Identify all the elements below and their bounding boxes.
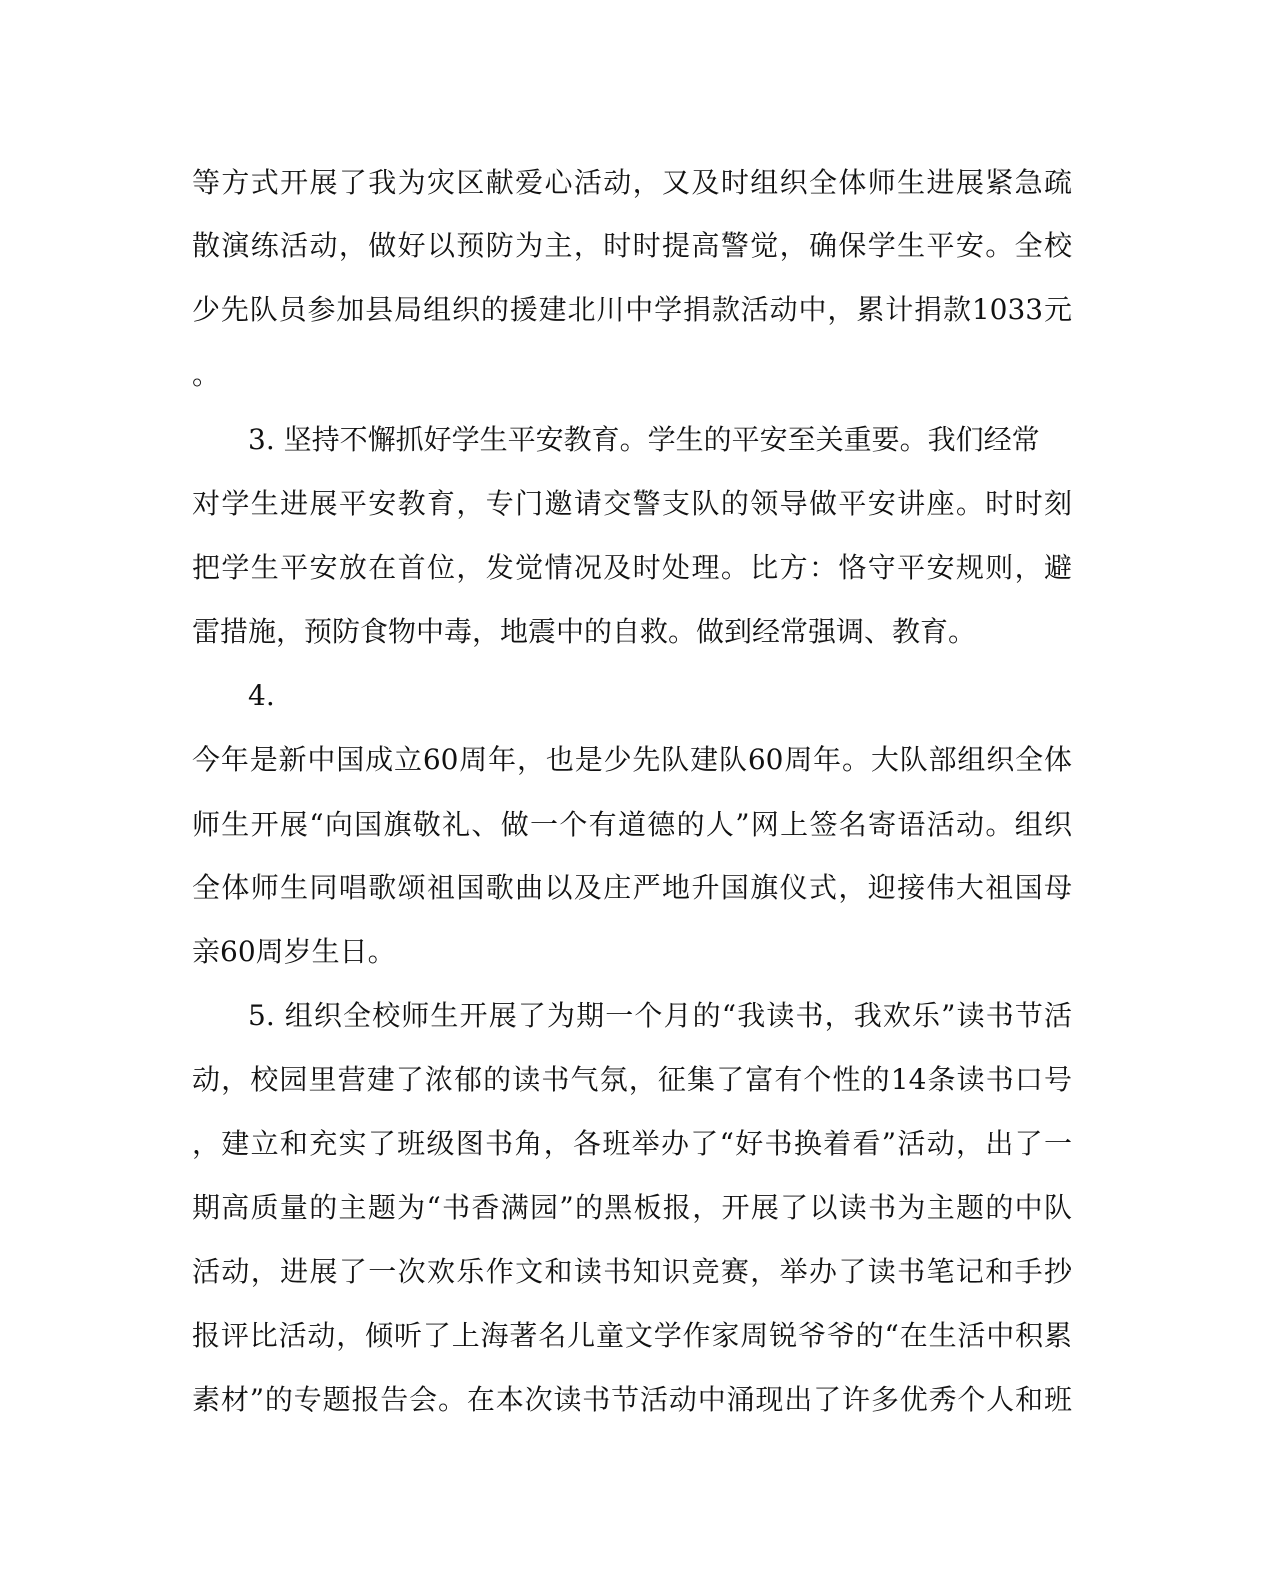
text-line: 全体师生同唱歌颂祖国歌曲以及庄严地升国旗仪式，迎接伟大祖国母 [192, 871, 1072, 904]
text-line: 报评比活动，倾听了上海著名儿童文学作家周锐爷爷的“在生活中积累 [192, 1319, 1072, 1352]
text-line: 散演练活动，做好以预防为主，时时提高警觉，确保学生平安。全校 [192, 229, 1072, 262]
paragraph-start-line: 4. [248, 679, 275, 712]
text-line: 素材”的专题报告会。在本次读书节活动中涌现出了许多优秀个人和班 [192, 1383, 1072, 1416]
text-line: 雷措施，预防食物中毒，地震中的自救。做到经常强调、教育。 [192, 615, 977, 648]
text-line: 少先队员参加县局组织的援建北川中学捐款活动中，累计捐款1033元 [192, 293, 1072, 326]
text-line: 亲60周岁生日。 [192, 935, 396, 968]
paragraph-start-line: 5. 组织全校师生开展了为期一个月的“我读书，我欢乐”读书节活 [248, 999, 1072, 1032]
text-line: 动，校园里营建了浓郁的读书气氛，征集了富有个性的14条读书口号 [192, 1063, 1072, 1096]
text-line: 期高质量的主题为“书香满园”的黑板报，开展了以读书为主题的中队 [192, 1191, 1072, 1224]
text-line: ，建立和充实了班级图书角，各班举办了“好书换着看”活动，出了一 [192, 1127, 1072, 1160]
text-line: 对学生进展平安教育，专门邀请交警支队的领导做平安讲座。时时刻 [192, 487, 1072, 520]
text-line: 。 [192, 358, 221, 391]
text-line: 等方式开展了我为灾区献爱心活动，又及时组织全体师生进展紧急疏 [192, 166, 1072, 199]
text-line: 把学生平安放在首位，发觉情况及时处理。比方：恪守平安规则，避 [192, 551, 1072, 584]
text-line: 师生开展“向国旗敬礼、做一个有道德的人”网上签名寄语活动。组织 [192, 808, 1072, 841]
paragraph-start-line: 3. 坚持不懈抓好学生平安教育。学生的平安至关重要。我们经常 [248, 423, 1040, 456]
text-line: 今年是新中国成立60周年，也是少先队建队60周年。大队部组织全体 [192, 743, 1072, 776]
text-line: 活动，进展了一次欢乐作文和读书知识竞赛，举办了读书笔记和手抄 [192, 1255, 1072, 1288]
